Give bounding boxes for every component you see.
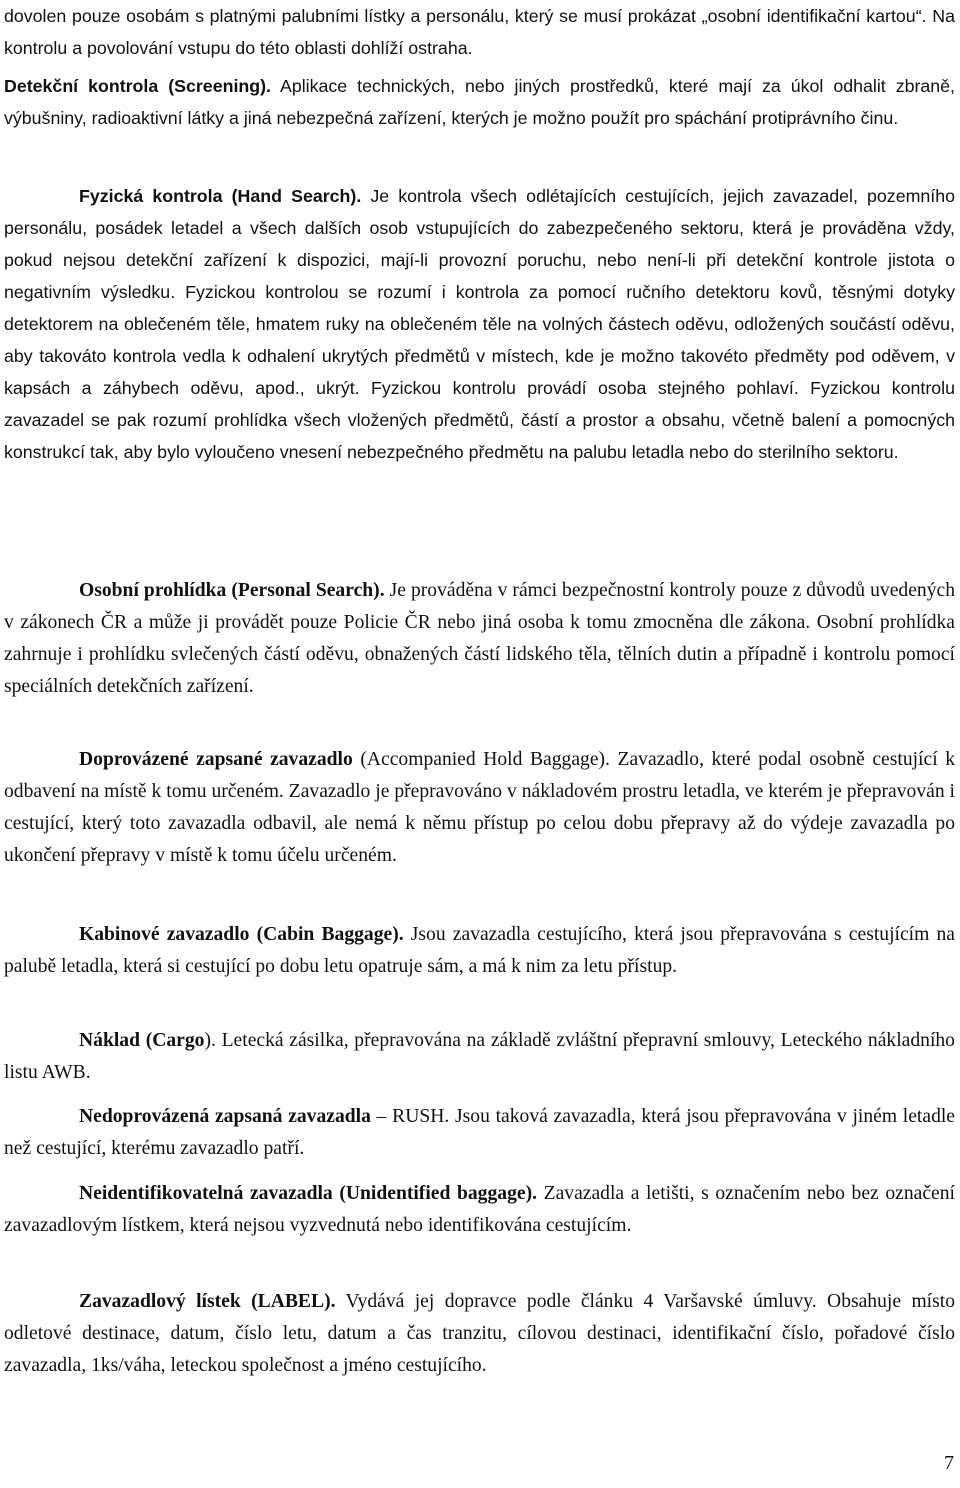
paragraph-cargo	[4, 1025, 955, 1089]
paragraph-unidentified-baggage	[4, 1178, 955, 1242]
term-unidentified-baggage: Neidentifikovatelná zavazadla (Unidentified baggage).	[79, 1183, 537, 1204]
paragraph-text: (Accompanied Hold Baggage). Zavazadlo, které podal osobně cestující k odbavení na místě k tomu určeném. Zavazadlo je přepravováno v nákladovém prostru letadla, ve kterém je přepravován i cestující, který toto zavazadla odbavil, ale nemá k němu přístup po celou dobu přepravy až do výdeje zavazadla po ukončení přepravy v místě k tomu účelu určeném.	[4, 749, 955, 866]
term-cabin-baggage: Kabinové zavazadlo (Cabin Baggage).	[79, 924, 404, 945]
paragraph-text: Zavazadla a letišti, s označením nebo bez označení zavazadlovým lístkem, která nejsou vyzvednutá nebo identifikována cestujícím.	[4, 1183, 955, 1236]
paragraph-text: ). Letecká zásilka, přepravována na základě zvláštní přepravní smlouvy, Leteckého nákladního listu AWB.	[4, 1030, 955, 1083]
term-cargo: Náklad (Cargo	[79, 1030, 205, 1051]
term-screening: Detekční kontrola (Screening).	[4, 76, 271, 96]
paragraph-text: Aplikace technických, nebo jiných prostředků, které mají za úkol odhalit zbraně, výbušniny, radioaktivní látky a jiná nebezpečná zařízení, kterých je možno použít pro spáchání protiprávního činu.	[4, 76, 955, 128]
paragraph-text: – RUSH. Jsou taková zavazadla, která jsou přepravována v jiném letadle než cestující, kterému zavazadlo patří.	[4, 1106, 956, 1159]
paragraph-hand-search	[4, 180, 955, 468]
term-baggage-label: Zavazadlový lístek (LABEL).	[79, 1291, 336, 1312]
paragraph-text: Jsou zavazadla cestujícího, která jsou přepravována s cestujícím na palubě letadla, která si cestující po dobu letu opatruje sám, a má k nim za letu přístup.	[4, 924, 955, 977]
term-hand-search: Fyzická kontrola (Hand Search).	[79, 186, 362, 206]
term-unaccompanied-baggage: Nedoprovázená zapsaná zavazadla	[79, 1106, 371, 1127]
paragraph-unaccompanied-baggage	[4, 1101, 955, 1165]
paragraph-text: Je kontrola všech odlétajících cestujících, jejich zavazadel, pozemního personálu, posádek letadel a všech dalších osob vstupujících do zabezpečeného sektoru, která je prováděna vždy, pokud nejsou detekční zařízení k dispozici, mají-li provozní poruchu, nebo není-li při detekční kontrole jistota o negativním výsledku. Fyzickou kontrolou se rozumí i kontrola za pomocí ručního detektoru kovů, těsnými dotyky detektorem na oblečeném těle, hmatem ruky na oblečeném těle na volných částech oděvu, odložených součástí oděvu, aby takováto kontrola vedla k odhalení ukrytých předmětů v místech, kde je možno takovéto předměty pod oděvem, v kapsách a záhybech oděvu, apod., ukrýt. Fyzickou kontrolu provádí osoba stejného pohlaví. Fyzickou kontrolu zavazadel se pak rozumí prohlídka všech vložených předmětů, částí a prostor a obsahu, včetně balení a pomocných konstrukcí tak, aby bylo vyloučeno vnesení nebezpečného předmětu na palubu letadla nebo do sterilního sektoru.	[4, 186, 955, 462]
paragraph-baggage-label	[4, 1286, 955, 1382]
paragraph-accompanied-hold-baggage	[4, 744, 955, 872]
paragraph-screening	[4, 70, 955, 134]
term-accompanied-hold-baggage: Doprovázené zapsané zavazadlo	[79, 749, 353, 770]
term-personal-search: Osobní prohlídka (Personal Search).	[79, 580, 385, 601]
paragraph-text: dovolen pouze osobám s platnými palubními lístky a personálu, který se musí prokázat „osobní identifikační kartou“. Na kontrolu a povolování vstupu do této oblasti dohlíží ostraha.	[4, 6, 955, 58]
paragraph-text: Vydává jej dopravce podle článku 4 Varšavské úmluvy. Obsahuje místo odletové destinace, datum, číslo letu, datum a čas tranzitu, cílovou destinaci, identifikační číslo, pořadové číslo zavazadla, 1ks/váha, leteckou společnost a jméno cestujícího.	[4, 1291, 955, 1376]
paragraph-cabin-baggage	[4, 919, 955, 983]
paragraph-personal-search	[4, 575, 955, 703]
paragraph-text: Je prováděna v rámci bezpečnostní kontroly pouze z důvodů uvedených v zákonech ČR a může ji provádět pouze Policie ČR nebo jiná osoba k tomu zmocněna dle zákona. Osobní prohlídka zahrnuje i prohlídku svlečených částí oděvu, obnažených částí lidského těla, tělních dutin a případně i kontrolu pomocí speciálních detekčních zařízení.	[4, 580, 955, 697]
paragraph-access-control-end	[4, 0, 955, 64]
page-number: 7	[944, 1452, 954, 1474]
